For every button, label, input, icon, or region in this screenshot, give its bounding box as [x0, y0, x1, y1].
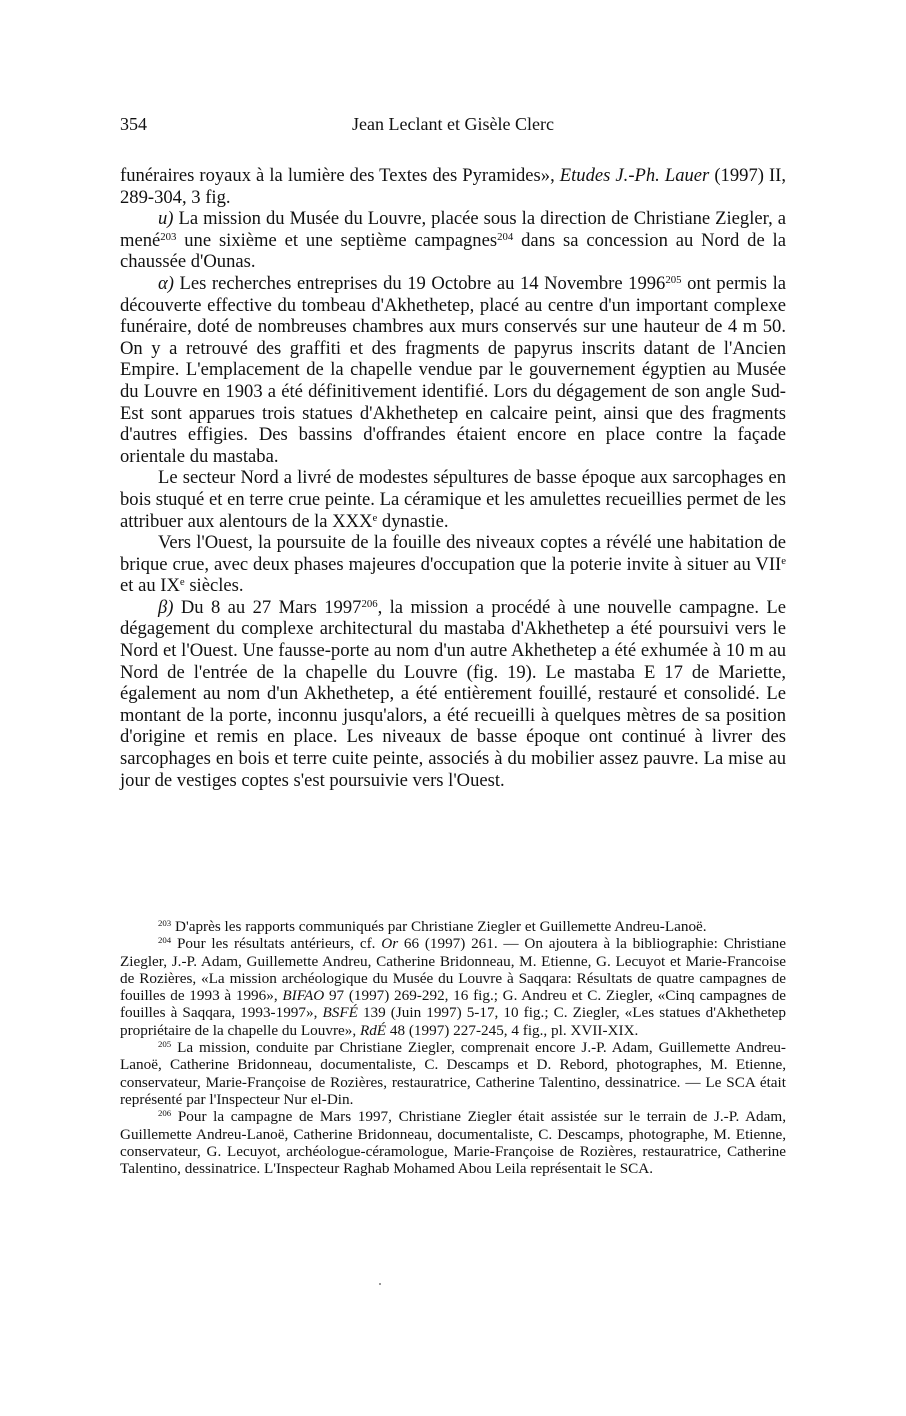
footnote-206: $^{206}$ Pour la campagne de Mars 1997, Christiane Ziegler était assistée sur le terrain de J.-P. Adam, Guillemette Andreu-Lanoë, Catherine Bridonneau, documentaliste, C. Descamps, photographe, M. Etienne, conservateur, G. Lecuyot, archéologue-céramologue, Marie-Françoise de Rozières, restauratrice, Catherine Talentino, dessinatrice. L'Inspecteur Raghab Mohamed Abou Leila représentait le SCA. — [120, 1108, 786, 1178]
citation-title: Etudes J.-Ph. Lauer — [559, 165, 710, 186]
footnote-203: $^{203}$ D'après les rapports communiqués par Christiane Ziegler et Guillemette Andreu-Lanoë. — [158, 918, 707, 935]
paragraph-4: Le secteur Nord a livré de modestes sépultures de basse époque aux sarcophages en bois stuqué et en terre crue peinte. La céramique et les amulettes recueillies permet de les attribuer aux alentours de la XXXe dynastie. — [120, 467, 786, 532]
paragraph-6: β) Du 8 au 27 Mars 1997$^{206}$, la mission a procédé à une nouvelle campagne. Le dégagement du complexe architectural du mastaba d'Akhethetep a été poursuivi vers le Nord et l'Ouest. Une fausse-porte au nom d'un autre Akhethetep a été exhumée à 10 m au Nord de l'entrée de la chapelle du Louvre (fig. 19). Le mastaba E 17 de Mariette, également au nom d'un Akhethetep, a été entièrement fouillé, restauré et consolidé. Le montant de la porte, inconnu jusqu'alors, a été recueilli à quelques mètres de sa position d'origine et remis en place. Les niveaux de basse époque ont continué à livrer des sarcophages en bois et terre cuite peinte, associés à du mobilier assez pauvre. La mise au jour de vestiges coptes s'est poursuivie vers l'Ouest. — [120, 596, 786, 791]
section-label: β) — [158, 596, 174, 618]
footnote-ref: 204 — [497, 230, 514, 243]
running-title: Jean Leclant et Gisèle Clerc — [352, 114, 554, 134]
body-text — [120, 165, 786, 791]
footnote-number: 206 — [158, 1108, 172, 1119]
footnotes — [120, 918, 786, 1177]
print-speck — [379, 1283, 381, 1285]
footnote-205: $^{205}$ La mission, conduite par Christiane Ziegler, comprenait encore J.-P. Adam, Guillemette Andreu-Lanoë, Catherine Bridonneau, documentaliste, C. Descamps et D. Rebord, photographes, M. Etienne, conservateur, Marie-Françoise de Rozières, restauratrice, Catherine Talentino, dessinatrice. — Le SCA était représenté par l'Inspecteur Nur el-Din. — [120, 1039, 786, 1108]
page-header — [120, 114, 786, 138]
paragraph-5: Vers l'Ouest, la poursuite de la fouille des niveaux coptes a révélé une habitation de brique crue, avec deux phases majeures d'occupation que la poterie invite à situer au VIIe et au IXe siècles. — [120, 532, 786, 597]
section-label: α) — [158, 272, 174, 294]
footnote-number: 204 — [158, 935, 172, 946]
page-number: 354 — [120, 114, 147, 134]
footnote-204: $^{204}$ Pour les résultats antérieurs, cf. Or 66 (1997) 261. — On ajoutera à la bibliographie: Christiane Ziegler, J.-P. Adam, Guillemette Andreu, Catherine Bridonneau, M. Etienne, G. Lecuyot et Marie-Francoise de Rozières, «La mission archéologique du Musée du Louvre à Saqqara: Résultats de quatre campagnes de fouilles de 1993 à 1996», BIFAO 97 (1997) 269-292, 16 fig.; G. Andreu et C. Ziegler, «Cinq campagnes de fouilles à Saqqara, 1993-1997», BSFÉ 139 (Juin 1997) 5-17, 10 fig.; C. Ziegler, «Les statues d'Akhethetep propriétaire de la chapelle du Louvre», RdÉ 48 (1997) 227-245, 4 fig., pl. XVII-XIX. — [120, 935, 786, 1039]
footnote-ref: 203 — [160, 230, 177, 243]
section-label: u) — [158, 208, 174, 230]
paragraph-2: u) La mission du Musée du Louvre, placée sous la direction de Christiane Ziegler, a mené$^{203}$ une sixième et une septième campagnes$^{204}$ dans sa concession au Nord de la chaussée d'Ounas. — [120, 208, 786, 273]
footnote-ref: 206 — [361, 597, 378, 610]
footnote-number: 205 — [158, 1039, 172, 1050]
paragraph-3: α) Les recherches entreprises du 19 Octobre au 14 Novembre 1996$^{205}$ ont permis la découverte effective du tombeau d'Akhethetep, placé au centre d'un important complexe funéraire, doté de nombreuses chambres aux murs conservés sur une hauteur de 4 m 50. On y a retrouvé des graffiti et des fragments de papyrus inscrits datant de l'Ancien Empire. L'emplacement de la chapelle vendue par le gouvernement égyptien au Musée du Louvre en 1903 a été définitivement identifié. Lors du dégagement de son angle Sud-Est sont apparues trois statues d'Akhethetep en calcaire peint, ainsi que des fragments d'autres effigies. Des bassins d'offrandes étaient encore en place contre la façade orientale du mastaba. — [120, 272, 786, 467]
paragraph-1: funéraires royaux à la lumière des Textes des Pyramides», Etudes J.-Ph. Lauer (1997) II, 289-304, 3 fig. — [120, 165, 787, 208]
footnote-ref: 205 — [665, 274, 682, 287]
footnote-number: 203 — [158, 918, 172, 929]
